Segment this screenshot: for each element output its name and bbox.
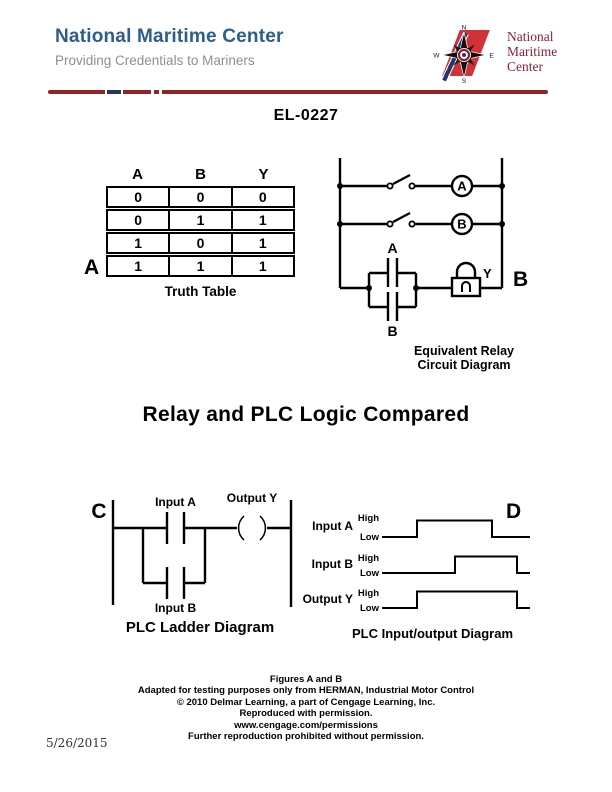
row-label-output-y: Output Y [302,592,353,606]
switch1-contact-dot [409,183,414,188]
plc-io-timing-diagram [295,495,540,620]
exhibit-code: EL-0227 [273,107,339,124]
footer-line: Reproduced with permission. [239,708,373,720]
switch2-contact-dot [387,221,392,226]
table-cell: 1 [231,257,293,275]
figure-b-caption-line1: Equivalent Relay [413,344,515,358]
figure-b-caption-line2: Circuit Diagram [417,358,511,372]
figure-d-caption: PLC Input/output Diagram [351,626,514,641]
logo-word-3: Center [507,59,543,74]
table-cell: 1 [231,211,293,229]
date-stamp: 5/26/2015 [46,736,108,750]
low-label: Low [360,603,379,614]
compass-rose-icon [433,22,495,84]
output-coil-left-arc [239,516,244,540]
table-cell: 0 [168,234,230,252]
table-row [106,209,295,231]
junction-dot [337,183,343,189]
table-cell: 1 [134,235,143,251]
figure-d-label: D [506,500,522,523]
table-cell: 1 [168,211,230,229]
nmc-logo [425,22,570,88]
header-divider-rule [48,90,548,94]
compass-letter-n: N [461,24,467,32]
truth-table-headers [106,166,295,183]
lamp-filament [462,282,470,292]
footer-line: Adapted for testing purposes only from HERMAN, Industrial Motor Control [137,685,475,697]
contact-a-label: A [387,240,398,256]
junction-dot [413,285,419,291]
truth-table-header-b: B [195,166,206,183]
output-coil-right-arc [260,516,265,540]
switch1-contact-dot [387,183,392,188]
junction-dot [499,221,505,227]
table-cell: 1 [134,258,143,274]
high-label: High [357,513,379,524]
footer-line: www.cengage.com/permissions [234,719,378,731]
contact-b-label: B [387,323,398,339]
table-cell: 1 [231,234,293,252]
input-b-label: Input B [154,601,197,615]
org-title: National Maritime Center [55,26,284,47]
table-cell: 0 [168,188,230,206]
plc-ladder-diagram [85,488,300,620]
logo-wordmark [507,29,557,74]
high-label: High [357,553,379,564]
waveform-output-y [382,592,530,609]
row-label-input-a: Input A [312,519,353,533]
lamp-dome [457,263,475,278]
table-cell: 0 [231,188,293,206]
figure-b-label: B [513,268,529,291]
junction-dot [337,221,343,227]
org-tagline: Providing Credentials to Mariners [55,53,255,68]
logo-word-1: National [507,29,554,44]
table-row [106,255,295,277]
truth-table-header-y: Y [258,166,269,183]
high-label: High [357,588,379,599]
compass-letter-w: W [433,52,440,60]
figure-c-caption: PLC Ladder Diagram [125,619,275,636]
truth-table-header-a: A [132,166,143,183]
compass-seal-center [462,53,466,57]
figure-b-caption [384,344,544,372]
output-y-label: Output Y [226,491,278,505]
compass-letter-s: S [461,78,467,84]
figure-a-caption: Truth Table [164,284,237,299]
lamp-base [452,278,480,296]
switch2-contact-dot [409,221,414,226]
row-label-input-b: Input B [311,557,353,571]
coil-a-letter: A [457,178,467,194]
figure-c-label: C [91,500,107,523]
lamp-label: Y [483,266,492,281]
table-row [106,232,295,254]
copyright-block [0,674,612,742]
junction-dot [366,285,372,291]
footer-line: © 2010 Delmar Learning, a part of Cengage Learning, Inc. [176,696,436,708]
input-a-label: Input A [155,495,196,509]
junction-dot [499,183,505,189]
switch2-blade [393,213,410,222]
switch1-blade [393,175,410,184]
footer-line: Figures A and B [269,674,343,685]
table-cell: 0 [134,212,143,228]
figure-a-label: A [84,256,100,279]
logo-word-2: Maritime [507,44,558,59]
table-row [106,186,295,208]
table-cell: 1 [168,257,230,275]
low-label: Low [360,532,379,543]
footer-line: Further reproduction prohibited without permission. [188,731,424,743]
page-title: Relay and PLC Logic Compared [142,403,470,426]
waveform-input-b [382,557,530,574]
low-label: Low [360,568,379,579]
coil-b-letter: B [457,216,467,232]
compass-letter-e: E [489,52,494,60]
truth-table [106,186,295,278]
table-cell: 0 [134,189,143,205]
